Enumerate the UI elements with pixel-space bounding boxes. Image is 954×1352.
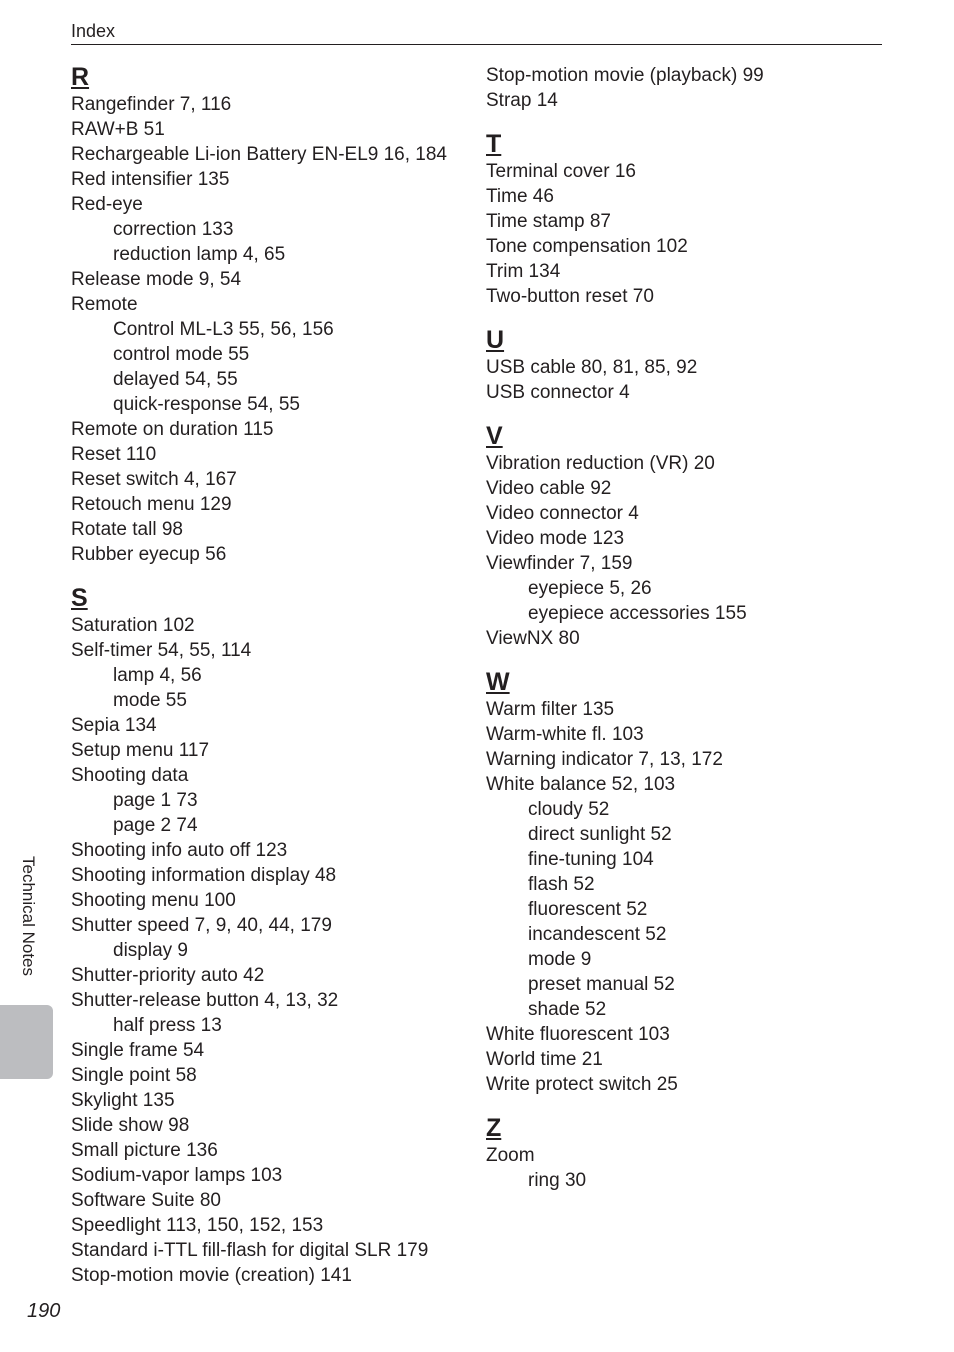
- index-column-left: [71, 63, 471, 1305]
- header-divider: [71, 44, 882, 45]
- index-subentry: display 9: [113, 940, 188, 961]
- index-subentry: mode 55: [113, 690, 187, 711]
- index-subentry: mode 9: [528, 949, 592, 970]
- index-entry: Video connector 4: [486, 503, 639, 524]
- index-entry: Red intensifier 135: [71, 169, 230, 190]
- index-subentry: correction 133: [113, 219, 234, 240]
- index-subentry: direct sunlight 52: [528, 824, 672, 845]
- index-entry: Red-eye: [71, 194, 143, 215]
- index-subentry: lamp 4, 56: [113, 665, 202, 686]
- index-subentry: preset manual 52: [528, 974, 675, 995]
- index-entry: Shutter-release button 4, 13, 32: [71, 990, 339, 1011]
- index-entry: Speedlight 113, 150, 152, 153: [71, 1215, 324, 1236]
- index-entry: Reset 110: [71, 444, 157, 465]
- index-entry: Shooting menu 100: [71, 890, 236, 911]
- index-entry: Warm filter 135: [486, 699, 615, 720]
- index-entry: Warm-white fl. 103: [486, 724, 644, 745]
- index-subentry: half press 13: [113, 1015, 222, 1036]
- index-entry: Rotate tall 98: [71, 519, 183, 540]
- index-subentry: page 1 73: [113, 790, 198, 811]
- index-entry: Time 46: [486, 186, 554, 207]
- section-letter-heading: R: [71, 63, 90, 91]
- index-subentry: page 2 74: [113, 815, 198, 836]
- index-entry: Small picture 136: [71, 1140, 218, 1161]
- index-subentry: quick-response 54, 55: [113, 394, 300, 415]
- index-entry: Shutter speed 7, 9, 40, 44, 179: [71, 915, 332, 936]
- index-entry: White balance 52, 103: [486, 774, 676, 795]
- index-entry: Software Suite 80: [71, 1190, 221, 1211]
- index-entry: Tone compensation 102: [486, 236, 688, 257]
- section-letter-heading: W: [486, 668, 510, 696]
- section-letter-heading: U: [486, 326, 505, 354]
- index-entry: Write protect switch 25: [486, 1074, 678, 1095]
- index-entry: Standard i-TTL fill-flash for digital SLR 179: [71, 1240, 429, 1261]
- index-entry: Setup menu 117: [71, 740, 210, 761]
- index-entry: Release mode 9, 54: [71, 269, 242, 290]
- index-entry: Shutter-priority auto 42: [71, 965, 265, 986]
- index-entry: Saturation 102: [71, 615, 195, 636]
- index-entry: USB connector 4: [486, 382, 630, 403]
- page-header-title: Index: [71, 21, 116, 41]
- index-entry: Strap 14: [486, 90, 558, 111]
- index-entry: Two-button reset 70: [486, 286, 654, 307]
- index-entry: Retouch menu 129: [71, 494, 232, 515]
- index-entry: Terminal cover 16: [486, 161, 636, 182]
- index-entry: Trim 134: [486, 261, 561, 282]
- section-letter-heading: Z: [486, 1114, 502, 1142]
- index-entry: Time stamp 87: [486, 211, 611, 232]
- index-entry: Viewfinder 7, 159: [486, 553, 633, 574]
- index-subentry: Control ML-L3 55, 56, 156: [113, 319, 334, 340]
- index-subentry: cloudy 52: [528, 799, 610, 820]
- index-subentry: flash 52: [528, 874, 595, 895]
- index-entry: Shooting info auto off 123: [71, 840, 288, 861]
- index-subentry: reduction lamp 4, 65: [113, 244, 286, 265]
- index-entry: Video mode 123: [486, 528, 625, 549]
- index-entry: Single point 58: [71, 1065, 197, 1086]
- index-entry: Rangefinder 7, 116: [71, 94, 232, 115]
- index-subentry: shade 52: [528, 999, 607, 1020]
- index-entry: Video cable 92: [486, 478, 612, 499]
- section-letter-heading: V: [486, 422, 503, 450]
- index-entry: Reset switch 4, 167: [71, 469, 237, 490]
- index-subentry: eyepiece accessories 155: [528, 603, 747, 624]
- index-entry: Rubber eyecup 56: [71, 544, 227, 565]
- index-entry: Shooting information display 48: [71, 865, 337, 886]
- index-subentry: fine-tuning 104: [528, 849, 654, 870]
- index-entry: Single frame 54: [71, 1040, 205, 1061]
- index-subentry: ring 30: [528, 1170, 587, 1191]
- index-entry: Stop-motion movie (creation) 141: [71, 1265, 352, 1286]
- index-subentry: eyepiece 5, 26: [528, 578, 652, 599]
- index-entry: Skylight 135: [71, 1090, 175, 1111]
- index-section: [486, 1114, 886, 1193]
- index-entry: White fluorescent 103: [486, 1024, 670, 1045]
- section-letter-heading: T: [486, 130, 502, 158]
- index-entry: Self-timer 54, 55, 114: [71, 640, 252, 661]
- index-entry: Shooting data: [71, 765, 189, 786]
- index-entry: Rechargeable Li-ion Battery EN-EL9 16, 184: [71, 144, 448, 165]
- chapter-tab-label: Technical Notes: [19, 856, 38, 977]
- index-subentry: fluorescent 52: [528, 899, 648, 920]
- index-entry: Remote: [71, 294, 138, 315]
- index-entry: Warning indicator 7, 13, 172: [486, 749, 723, 770]
- index-subentry: control mode 55: [113, 344, 250, 365]
- index-entry: Zoom: [486, 1145, 535, 1166]
- index-entry: ViewNX 80: [486, 628, 580, 649]
- index-section: [71, 584, 471, 1288]
- index-entry: RAW+B 51: [71, 119, 165, 140]
- index-entry: USB cable 80, 81, 85, 92: [486, 357, 698, 378]
- index-entry: Slide show 98: [71, 1115, 190, 1136]
- index-entry: Sodium-vapor lamps 103: [71, 1165, 283, 1186]
- index-entry: Vibration reduction (VR) 20: [486, 453, 715, 474]
- index-section: [486, 668, 886, 1097]
- index-entry: Sepia 134: [71, 715, 157, 736]
- index-section: [486, 422, 886, 651]
- index-section: [486, 63, 886, 113]
- index-section: [486, 130, 886, 309]
- index-section: [486, 326, 886, 405]
- index-entry: World time 21: [486, 1049, 603, 1070]
- index-column-right: [486, 63, 886, 1210]
- index-entry: Remote on duration 115: [71, 419, 274, 440]
- section-letter-heading: S: [71, 584, 88, 612]
- index-section: [71, 63, 471, 567]
- page-number: 190: [27, 1300, 61, 1322]
- index-subentry: incandescent 52: [528, 924, 667, 945]
- index-entry: Stop-motion movie (playback) 99: [486, 65, 764, 86]
- index-subentry: delayed 54, 55: [113, 369, 238, 390]
- chapter-thumb-tab: [0, 1005, 53, 1079]
